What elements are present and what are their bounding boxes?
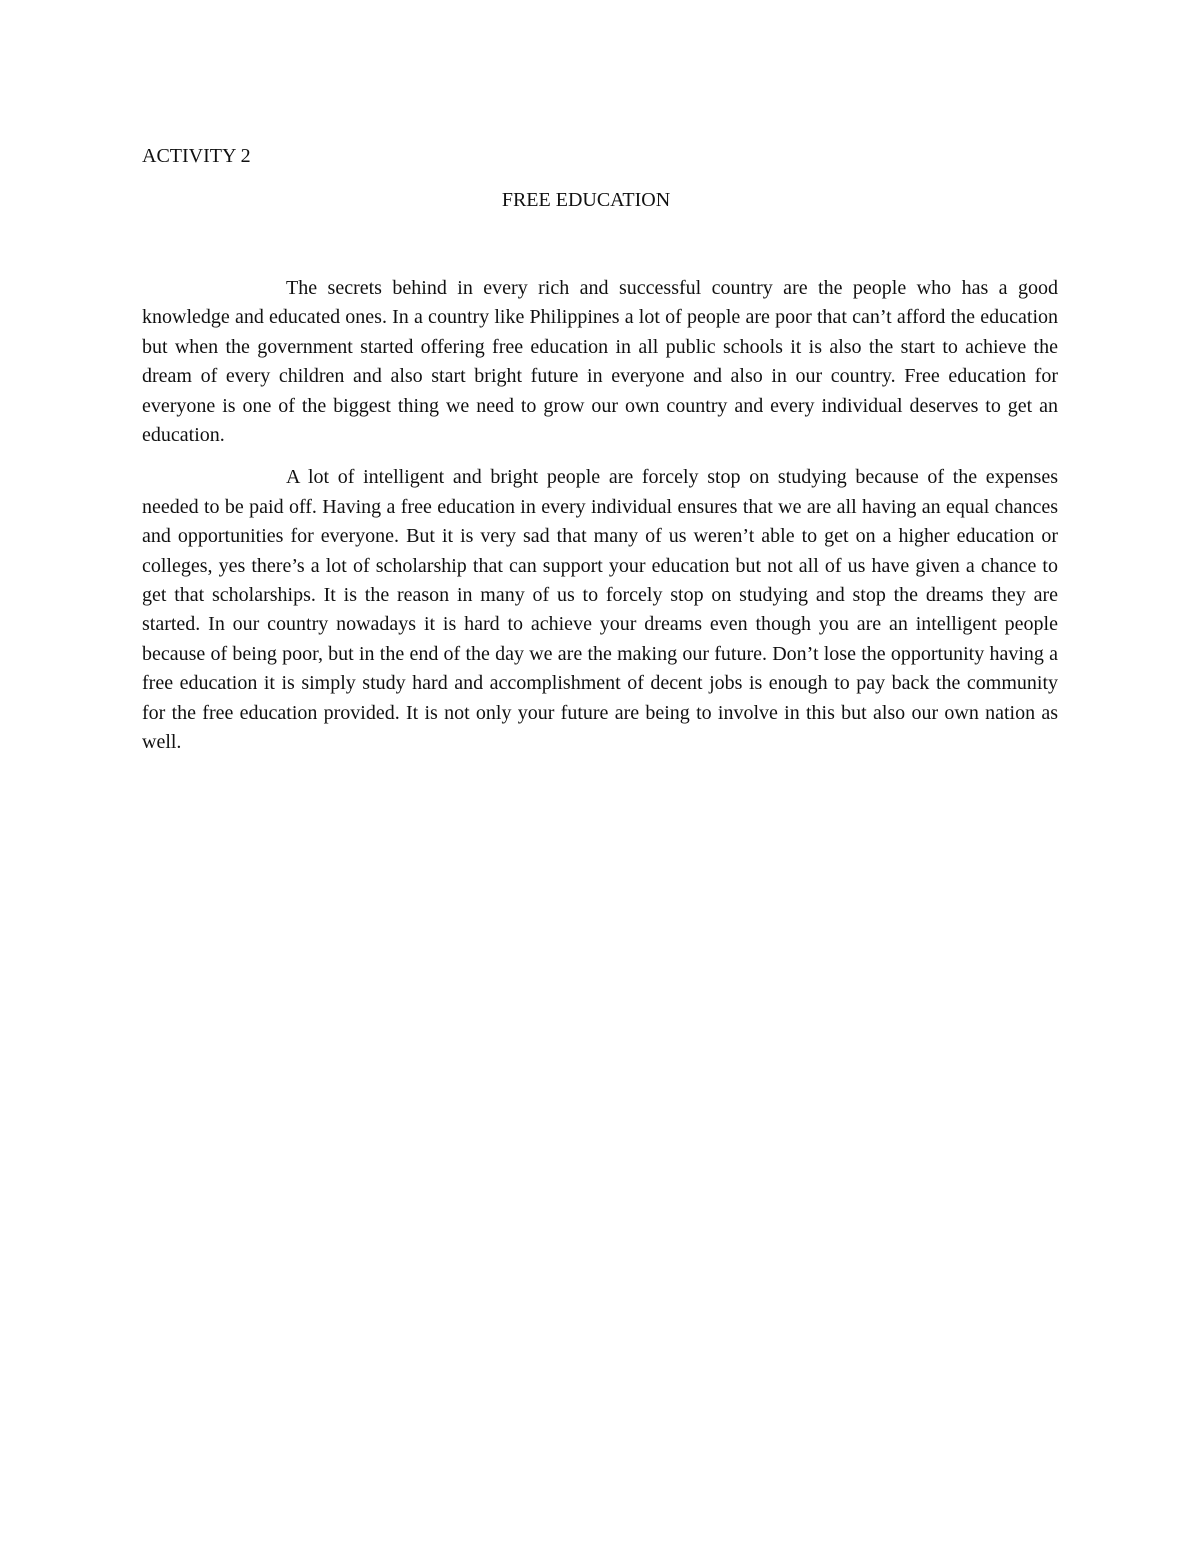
essay-title: FREE EDUCATION (501, 189, 671, 211)
paragraph-2: A lot of intelligent and bright people are forcely stop on studying because of the expenses needed to be paid off. Having a free education in every individual ensures that we are all having an equal chances and opportunities for everyone. But it is very sad that many of us weren’t able to get on a higher education or colleges, yes there’s a lot of scholarship that can support your education but not all of us have given a chance to get that scholarships. It is the reason in many of us to forcely stop on studying and stop the dreams they are started. In our country nowadays it is hard to achieve your dreams even though you are an intelligent people because of being poor, but in the end of the day we are the making our future. Don’t lose the opportunity having a free education it is simply study hard and accomplishment of decent jobs is enough to pay back the community for the free education provided. It is not only your future are being to involve in this but also our own nation as well. (142, 466, 1058, 754)
essay-body (142, 274, 1058, 771)
activity-heading: ACTIVITY 2 (142, 145, 251, 167)
paragraph-1: The secrets behind in every rich and successful country are the people who has a good knowledge and educated ones. In a country like Philippines a lot of people are poor that can’t afford the education but when the government started offering free education in all public schools it is also the start to achieve the dream of every children and also start bright future in everyone and also in our country. Free education for everyone is one of the biggest thing we need to grow our own country and every individual deserves to get an education. (142, 277, 1058, 447)
